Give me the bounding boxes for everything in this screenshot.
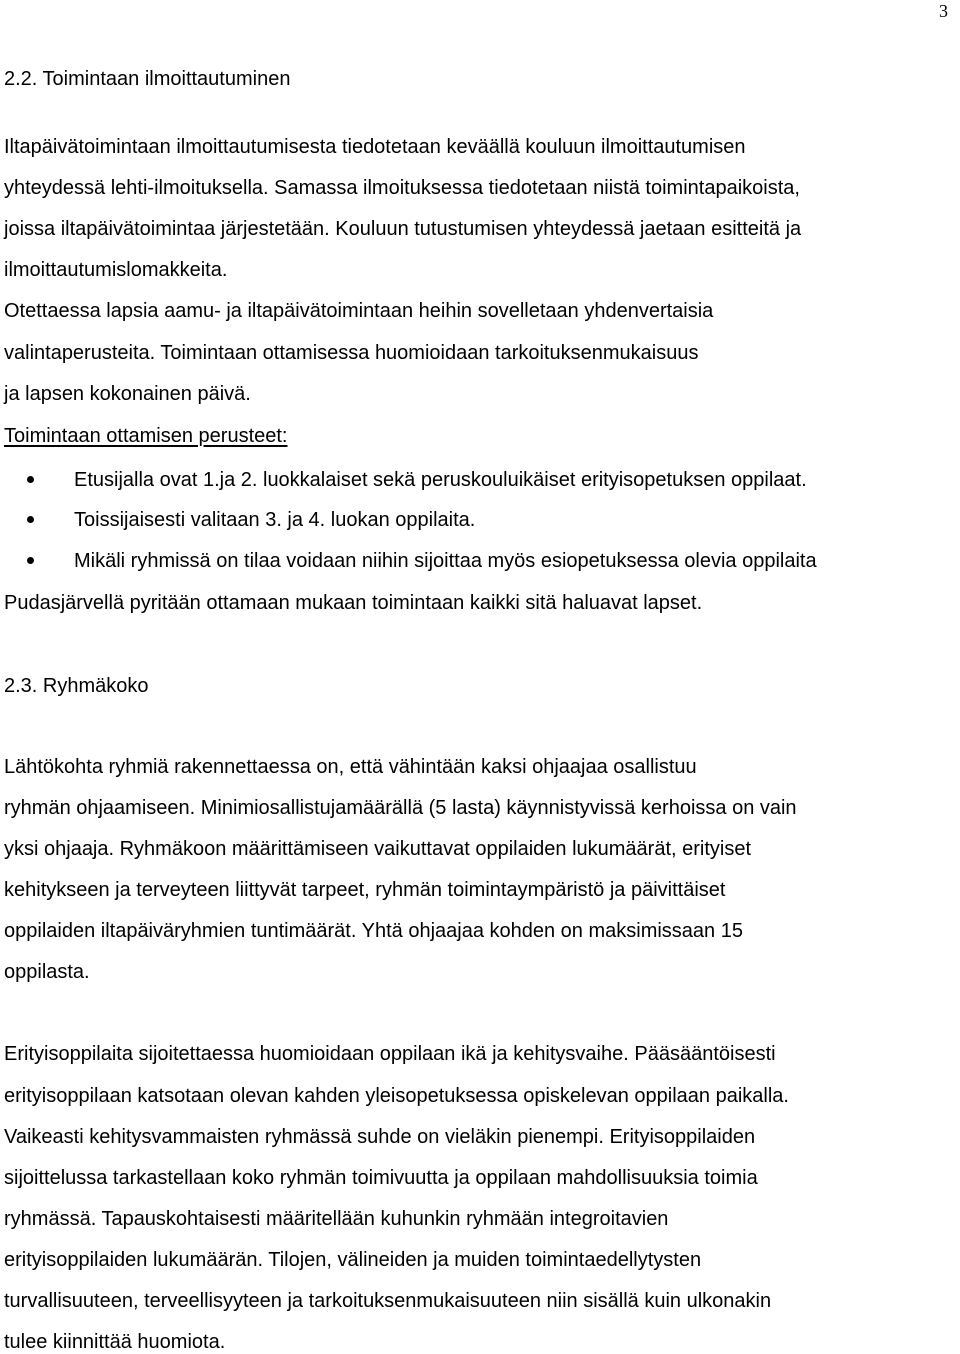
paragraph-line: ryhmässä. Tapauskohtaisesti määritellään kuhunkin ryhmään integroitavien [4, 1208, 669, 1230]
section-heading-2-2: 2.2. Toimintaan ilmoittautuminen [4, 68, 291, 90]
paragraph-line: ja lapsen kokonainen päivä. [4, 383, 251, 405]
bullet-item: Etusijalla ovat 1.ja 2. luokkalaiset sekä peruskouluikäiset erityisopetuksen oppilaat. [74, 469, 807, 491]
paragraph-line: yhteydessä lehti-ilmoituksella. Samassa ilmoituksessa tiedotetaan niistä toimintapaikoista, [4, 177, 800, 199]
bullet-item: Mikäli ryhmissä on tilaa voidaan niihin sijoittaa myös esiopetuksessa olevia oppilaita [74, 550, 817, 572]
paragraph-line: Otettaessa lapsia aamu- ja iltapäivätoimintaan heihin sovelletaan yhdenvertaisia [4, 300, 714, 322]
paragraph-line: Iltapäivätoimintaan ilmoittautumisesta tiedotetaan keväällä kouluun ilmoittautumisen [4, 136, 746, 158]
section-heading-2-3: 2.3. Ryhmäkoko [4, 675, 149, 697]
page-number: 3 [939, 1, 948, 21]
bullet-icon [27, 476, 34, 483]
paragraph-line: valintaperusteita. Toimintaan ottamisessa huomioidaan tarkoituksenmukaisuus [4, 342, 699, 364]
paragraph-line: tulee kiinnittää huomiota. [4, 1331, 226, 1353]
paragraph-line: erityisoppilaiden lukumäärän. Tilojen, välineiden ja muiden toimintaedellytysten [4, 1249, 702, 1271]
bullet-item: Toissijaisesti valitaan 3. ja 4. luokan oppilaita. [74, 509, 476, 531]
paragraph-line: Pudasjärvellä pyritään ottamaan mukaan toimintaan kaikki sitä haluavat lapset. [4, 592, 703, 614]
paragraph-line: turvallisuuteen, terveellisyyteen ja tarkoituksenmukaisuuteen niin sisällä kuin ulkonakin [4, 1290, 772, 1312]
paragraph-line: oppilaiden iltapäiväryhmien tuntimäärät. Yhtä ohjaajaa kohden on maksimissaan 15 [4, 920, 743, 942]
paragraph-line: kehitykseen ja terveyteen liittyvät tarpeet, ryhmän toimintaympäristö ja päivittäiset [4, 879, 726, 901]
paragraph-line: Erityisoppilaita sijoitettaessa huomioidaan oppilaan ikä ja kehitysvaihe. Pääsääntöisesti [4, 1043, 776, 1065]
paragraph-line: erityisoppilaan katsotaan olevan kahden yleisopetuksessa opiskelevan oppilaan paikalla. [4, 1085, 789, 1107]
paragraph-line: oppilasta. [4, 961, 90, 983]
paragraph-line: ryhmän ohjaamiseen. Minimiosallistujamäärällä (5 lasta) käynnistyvissä kerhoissa on vain [4, 797, 797, 819]
criteria-title: Toimintaan ottamisen perusteet: [4, 425, 288, 447]
paragraph-line: yksi ohjaaja. Ryhmäkoon määrittämiseen vaikuttavat oppilaiden lukumäärät, erityiset [4, 838, 752, 860]
paragraph-line: ilmoittautumislomakkeita. [4, 259, 228, 281]
bullet-icon [27, 516, 34, 523]
paragraph-line: sijoittelussa tarkastellaan koko ryhmän toimivuutta ja oppilaan mahdollisuuksia toimia [4, 1167, 758, 1189]
bullet-icon [27, 557, 34, 564]
paragraph-line: joissa iltapäivätoimintaa järjestetään. Kouluun tutustumisen yhteydessä jaetaan esitteitä ja [4, 218, 802, 240]
paragraph-line: Lähtökohta ryhmiä rakennettaessa on, että vähintään kaksi ohjaajaa osallistuu [4, 756, 697, 778]
paragraph-line: Vaikeasti kehitysvammaisten ryhmässä suhde on vieläkin pienempi. Erityisoppilaiden [4, 1126, 756, 1148]
